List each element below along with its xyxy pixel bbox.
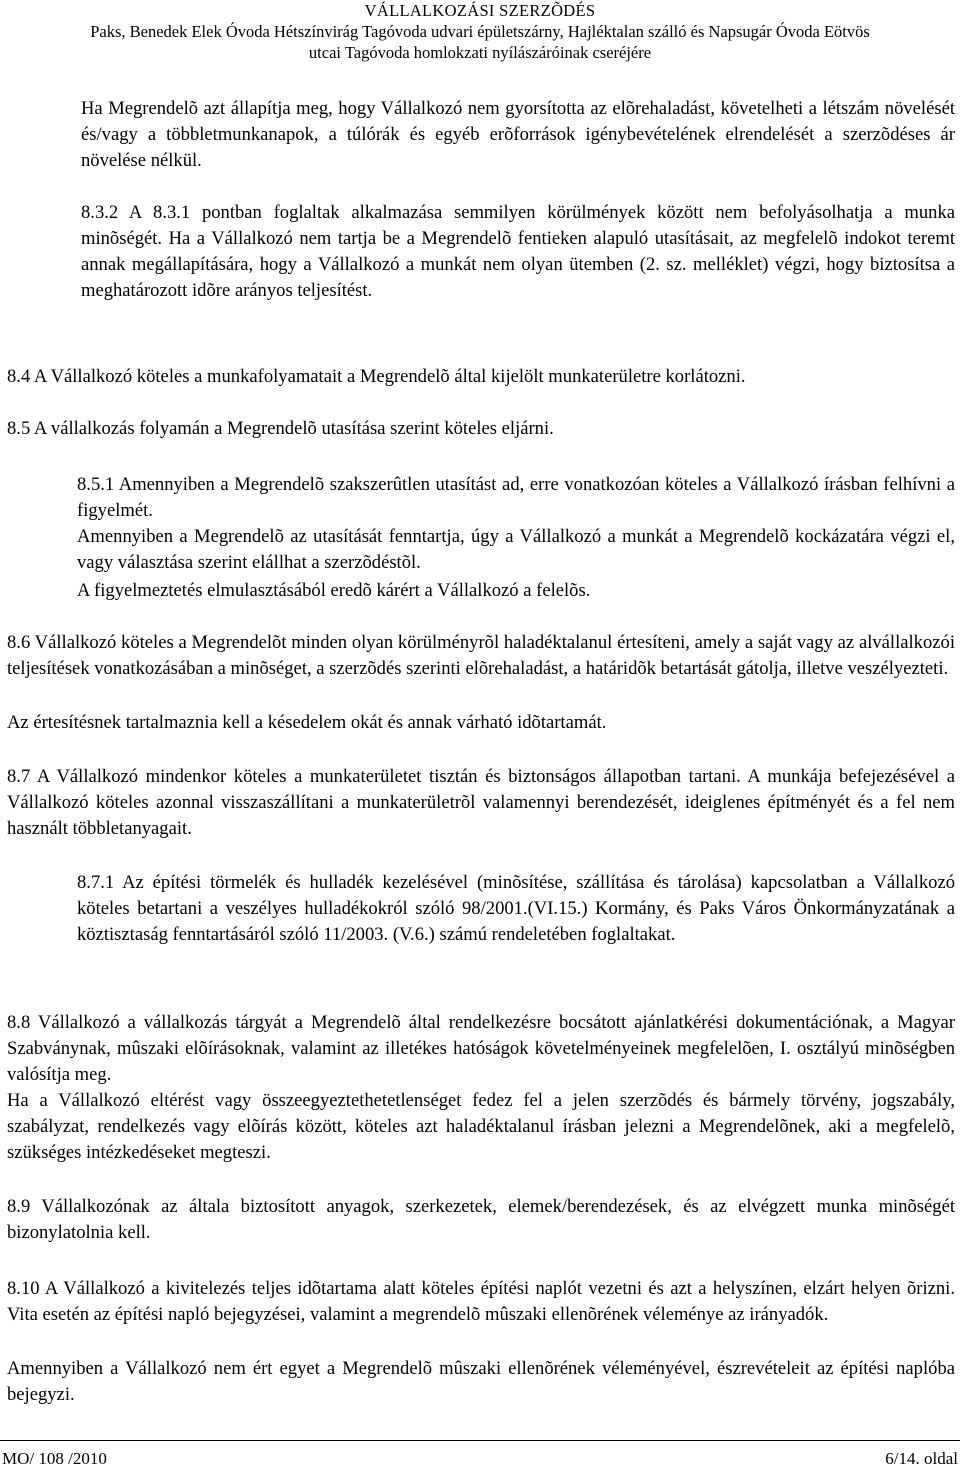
paragraph-8-5-1: 8.5.1 Amennyiben a Megrendelõ szakszerûtlen utasítást ad, erre vonatkozóan köteles a Vállalkozó írásban felhívni a figyelmét. xyxy=(77,474,955,521)
header-subtitle-line-2: utcai Tagóvoda homlokzati nyílászáróinak cseréjére xyxy=(308,43,652,62)
document-title: VÁLLALKOZÁSI SZERZÕDÉS xyxy=(364,1,596,20)
header-subtitle-line-1: Paks, Benedek Elek Óvoda Hétszínvirág Tagóvoda udvari épületszárny, Hajléktalan szálló és Napsugár Óvoda Eötvös xyxy=(90,22,870,41)
page-footer xyxy=(0,1440,960,1473)
paragraph-8-9: 8.9 Vállalkozónak az általa biztosított anyagok, szerkezetek, elemek/berendezések, és az elvégzett munka minõségét bizonylatolnia kell. xyxy=(7,1196,955,1243)
paragraph-8-8-discrepancy: Ha a Vállalkozó eltérést vagy összeegyeztethetetlenséget fedez fel a jelen szerzõdés és bármely törvény, jogszabály, szabályzat, rendelkezés vagy elõírás között, köteles azt haladéktalanul írásban jelezni a Megrendelõnek, aki a megfelelõ, szükséges intézkedéseket megteszi. xyxy=(7,1090,955,1163)
paragraph-acceleration: Ha Megrendelõ azt állapítja meg, hogy Vállalkozó nem gyorsította az elõrehaladást, követelheti a létszám növelését és/vagy a többletmunkanapok, a túlórák és egyéb erõforrások igénybevételének elrendelését a szerzõdéses ár növelése nélkül. xyxy=(81,98,955,171)
paragraph-8-6: 8.6 Vállalkozó köteles a Megrendelõt minden olyan körülményrõl haladéktalanul értesíteni, amely a saját vagy az alvállalkozói teljesítések vonatkozásában a minõséget, a szerzõdés szerinti elõrehaladást, a határidõk betartását gátolja, illetve veszélyezteti. xyxy=(7,632,955,679)
paragraph-8-5-1-liability: A figyelmeztetés elmulasztásából eredõ kárért a Vállalkozó a felelõs. xyxy=(77,580,591,601)
paragraph-8-10-disagree: Amennyiben a Vállalkozó nem ért egyet a Megrendelõ mûszaki ellenõrének véleményével, észrevételeit az építési naplóba bejegyzi. xyxy=(7,1358,955,1405)
paragraph-8-8: 8.8 Vállalkozó a vállalkozás tárgyát a Megrendelõ által rendelkezésre bocsátott ajánlatkérési dokumentációnak, a Magyar Szabványnak, mûszaki elõírásoknak, valamint az illetékes hatóságok követelményeinek megfelelõen, I. osztályú minõségben valósítja meg. xyxy=(7,1012,955,1085)
paragraph-8-4: 8.4 A Vállalkozó köteles a munkafolyamatait a Megrendelõ által kijelölt munkaterületre korlátozni. xyxy=(7,366,746,387)
document-reference: MO/ 108 /2010 xyxy=(2,1449,107,1468)
page-header xyxy=(0,0,960,63)
paragraph-8-7: 8.7 A Vállalkozó mindenkor köteles a munkaterületet tisztán és biztonságos állapotban tartani. A munkája befejezésével a Vállalkozó köteles azonnal visszaszállítani a munkaterületrõl valamennyi berendezését, ideiglenes építményét és a fel nem használt többletanyagait. xyxy=(7,766,955,839)
page-number: 6/14. oldal xyxy=(885,1449,958,1468)
paragraph-8-10: 8.10 A Vállalkozó a kivitelezés teljes idõtartama alatt köteles építési naplót vezetni és azt a helyszínen, elzárt helyen õrizni. Vita esetén az építési napló bejegyzései, valamint a megrendelõ mûszaki ellenõrének véleménye az irányadók. xyxy=(7,1278,955,1325)
paragraph-8-6-notice: Az értesítésnek tartalmaznia kell a késedelem okát és annak várható idõtartamát. xyxy=(7,712,607,733)
paragraph-8-3-2: 8.3.2 A 8.3.1 pontban foglaltak alkalmazása semmilyen körülmények között nem befolyásolhatja a munka minõségét. Ha a Vállalkozó nem tartja be a Megrendelõ fentieken alapuló utasításait, az megfelelõ indokot teremt annak megállapítására, hogy a Vállalkozó a munkát nem olyan ütemben (2. sz. melléklet) végzi, hogy biztosítsa a meghatározott idõre arányos teljesítést. xyxy=(81,202,955,301)
paragraph-8-5-1-cont: Amennyiben a Megrendelõ az utasítását fenntartja, úgy a Vállalkozó a munkát a Megrendelõ kockázatára végzi el, vagy választása szerint elállhat a szerzõdéstõl. xyxy=(77,526,955,573)
paragraph-8-7-1: 8.7.1 Az építési törmelék és hulladék kezelésével (minõsítése, szállítása és tárolása) kapcsolatban a Vállalkozó köteles betartani a veszélyes hulladékokról szóló 98/2001.(VI.15.) Kormány, és Paks Város Önkormányzatának a köztisztaság fenntartásáról szóló 11/2003. (V.6.) számú rendeletében foglaltakat. xyxy=(77,872,955,945)
paragraph-8-5: 8.5 A vállalkozás folyamán a Megrendelõ utasítása szerint köteles eljárni. xyxy=(7,418,554,439)
